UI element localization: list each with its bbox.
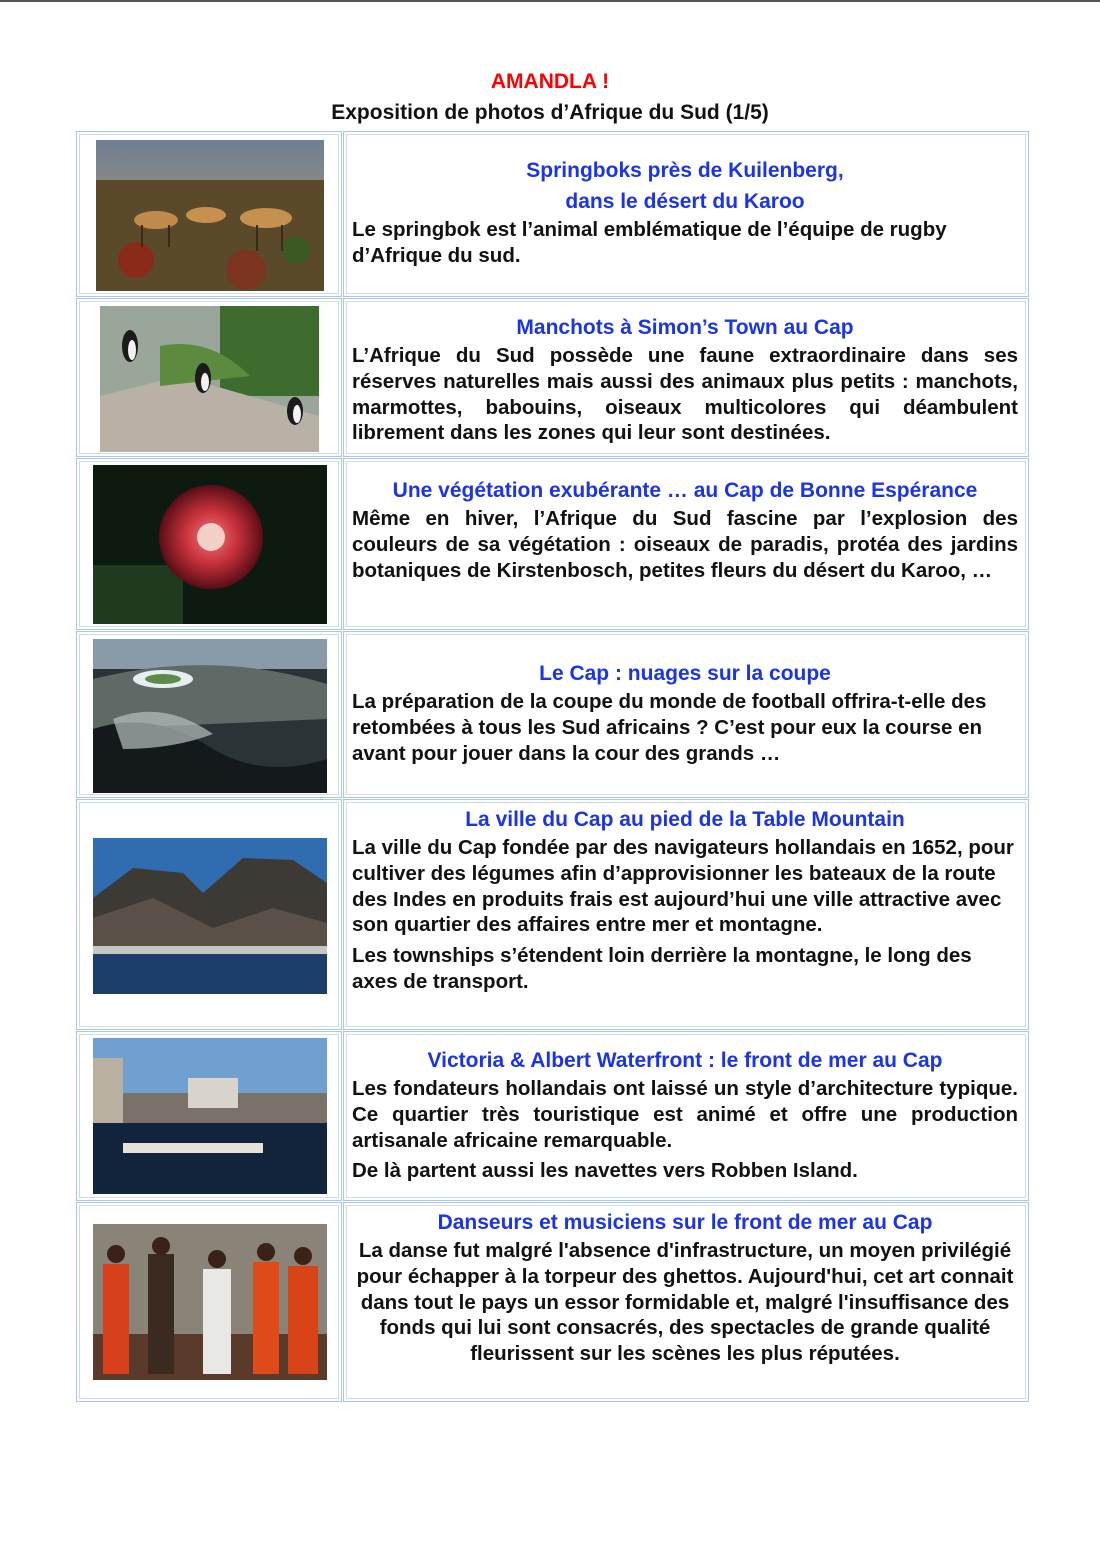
row-heading	[352, 312, 1018, 343]
heading-line: Victoria & Albert Waterfront : le front de mer au Cap	[427, 1049, 943, 1072]
table-row	[76, 458, 1027, 630]
row-heading	[352, 1207, 1018, 1238]
row-heading	[352, 658, 1018, 689]
heading-line: La ville du Cap au pied de la Table Mountain	[465, 808, 905, 831]
row-text: L’Afrique du Sud possède une faune extraordinaire dans ses réserves naturelles mais aussi des animaux plus petits : manchots, marmottes, babouins, oiseaux multicolores qui déambulent librement dans les zones qui leur sont destinées.	[352, 344, 1018, 445]
table-row	[76, 631, 1027, 798]
row-text: Même en hiver, l’Afrique du Sud fascine par l’explosion des couleurs de sa végétation : oiseaux de paradis, protéa des jardins botaniques de Kirstenbosch, petites fleurs du désert du Karoo, …	[352, 507, 1018, 582]
table-row	[76, 1202, 1027, 1402]
row-heading	[352, 804, 1018, 835]
page-top-rule	[0, 0, 1100, 2]
table-row	[76, 131, 1027, 297]
heading-line: Springboks près de Kuilenberg,	[526, 159, 844, 182]
row-heading	[352, 1045, 1018, 1076]
table-mountain-photo	[93, 838, 327, 994]
table-row	[76, 799, 1027, 1030]
document-subtitle: Exposition de photos d’Afrique du Sud (1/5)	[331, 101, 769, 124]
waterfront-photo	[93, 1038, 327, 1194]
heading-line: Manchots à Simon’s Town au Cap	[516, 316, 854, 339]
row-text: La ville du Cap fondée par des navigateurs hollandais en 1652, pour cultiver des légumes afin d’approvisionner les bateaux de la route des Indes en produits frais est aujourd’hui une ville attractive avec son quartier des affaires entre mer et montagne.	[352, 836, 1014, 937]
heading-line: Danseurs et musiciens sur le front de mer au Cap	[437, 1211, 933, 1234]
row-heading	[352, 475, 1018, 506]
row-text: La préparation de la coupe du monde de football offrira-t-elle des retombées à tous les Sud africains ? C’est pour eux la course en avant pour jouer dans la cour des grands …	[352, 690, 987, 765]
row-heading	[352, 155, 1018, 217]
row-text: Le springbok est l’animal emblématique de l’équipe de rugby d’Afrique du sud.	[352, 218, 947, 267]
stadium-aerial-photo	[93, 639, 327, 793]
penguins-photo	[100, 306, 319, 452]
row-text: La danse fut malgré l'absence d'infrastructure, un moyen privilégié pour échapper à la torpeur des ghettos. Aujourd'hui, cet art connait dans tout le pays un essor formidable et, malgré l'insuffisance des fonds qui lui sont consacrés, des spectacles de grande qualité fleurissent sur les scènes les plus réputées.	[356, 1239, 1014, 1366]
row-text: Les townships s’étendent loin derrière la montagne, le long des axes de transport.	[352, 944, 972, 993]
dancers-musicians-photo	[93, 1224, 327, 1380]
row-text: De là partent aussi les navettes vers Robben Island.	[352, 1159, 858, 1183]
row-text: Les fondateurs hollandais ont laissé un style d’architecture typique. Ce quartier très touristique est animé et offre une production artisanale africaine remarquable.	[352, 1077, 1018, 1152]
document-title: AMANDLA !	[490, 70, 610, 93]
heading-line: Le Cap : nuages sur la coupe	[539, 662, 831, 685]
protea-flower-photo	[93, 465, 327, 624]
heading-line: dans le désert du Karoo	[565, 190, 805, 213]
heading-line: Une végétation exubérante … au Cap de Bonne Espérance	[392, 479, 978, 502]
table-row	[76, 1031, 1027, 1201]
table-row	[76, 298, 1027, 457]
springboks-photo	[96, 140, 324, 291]
